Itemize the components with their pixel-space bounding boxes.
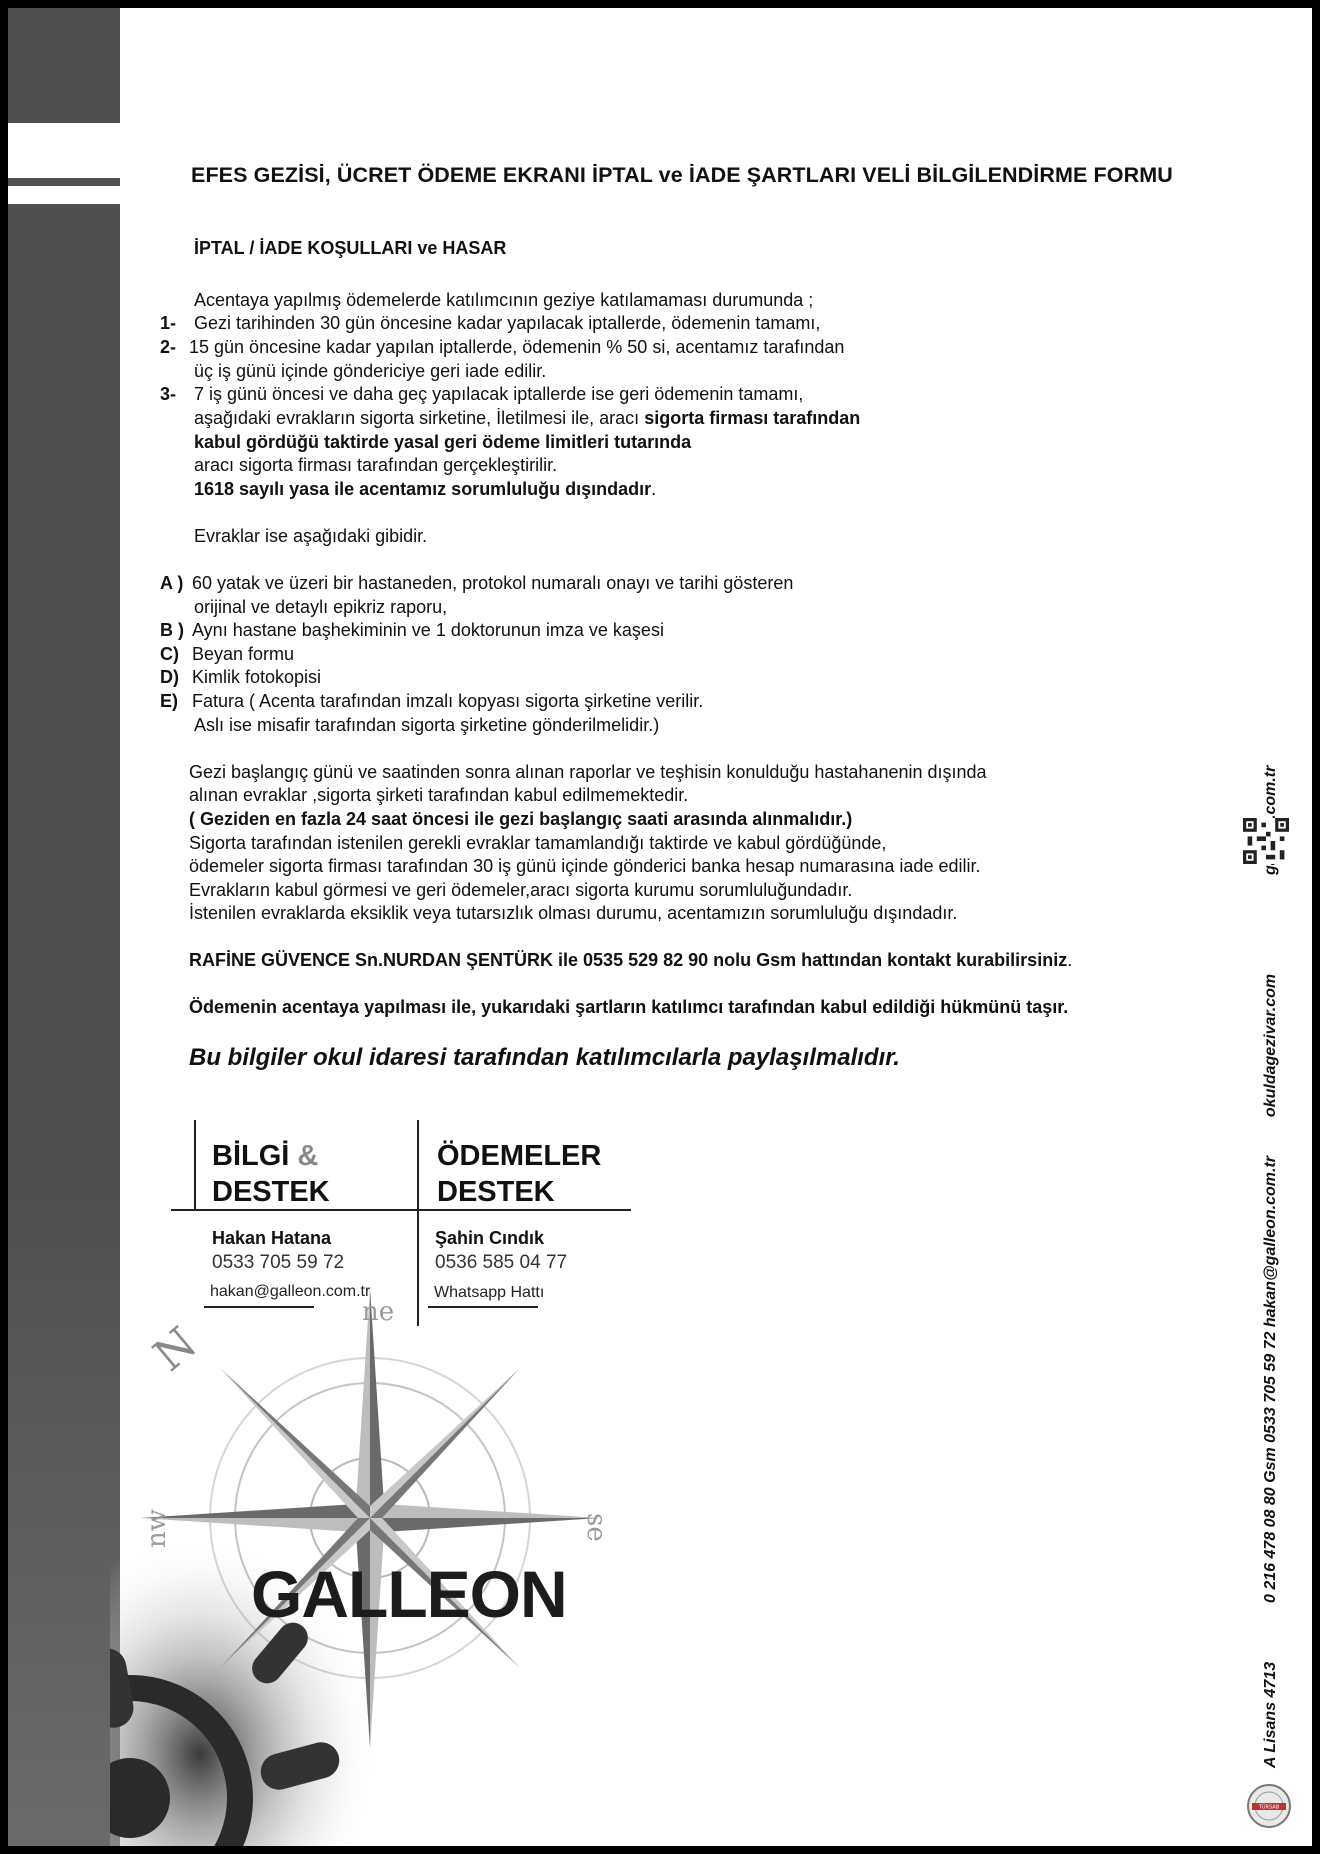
compass-label-ne: ne: [362, 1297, 395, 1327]
sidebar-phone-email: 0 216 478 08 80 Gsm 0533 705 59 72 hakan@galleon.com.tr: [1262, 1155, 1279, 1603]
contact-name: Hakan Hatana: [212, 1228, 332, 1248]
item-text: 7 iş günü öncesi ve daha geç yapılacak iptallerde ise geri ödemenin tamamı,: [194, 384, 804, 404]
document-text: Aslı ise misafir tarafından sigorta şirketine gönderilmelidir.): [194, 715, 660, 735]
document-letter: D): [160, 667, 179, 687]
contact-name: Şahin Cındık: [435, 1228, 545, 1248]
document-text: Beyan formu: [192, 644, 295, 664]
document-text: Aynı hastane başhekiminin ve 1 doktorunun imza ve kaşesi: [192, 620, 664, 640]
intro-text: Acentaya yapılmış ödemelerde katılımcının geziye katılamaması durumunda ;: [194, 290, 814, 310]
document-text: Fatura ( Acenta tarafından imzalı kopyası sigorta şirketine verilir.: [192, 691, 704, 711]
item-text-bold: sigorta firması tarafından: [644, 408, 861, 428]
contact-line-end: .: [1067, 950, 1073, 970]
item-text-part: aşağıdaki evrakların sigorta sirketine, İletilmesi ile, aracı: [194, 408, 645, 428]
contact-phone: 0533 705 59 72: [212, 1252, 345, 1273]
license-text: A Lisans 4713: [1262, 1661, 1279, 1768]
section-heading: İPTAL / İADE KOŞULLARI ve HASAR: [194, 238, 507, 258]
card-heading-word: DESTEK: [437, 1176, 555, 1208]
note-text: alınan evraklar ,sigorta şirketi tarafından kabul edilmemektedir.: [189, 785, 689, 805]
note-text: Gezi başlangıç günü ve saatinden sonra alınan raporlar ve teşhisin konulduğu hastahanenin dışında: [189, 762, 987, 782]
contact-email[interactable]: hakan@galleon.com.tr: [210, 1283, 371, 1300]
document-letter: B ): [160, 620, 184, 640]
card-heading-word: DESTEK: [212, 1176, 330, 1208]
contact-line: [189, 950, 1072, 971]
item-text: üç iş günü içinde göndericiye geri iade edilir.: [194, 361, 547, 381]
document-text: Kimlik fotokopisi: [192, 667, 322, 687]
compass-label-nw: nw: [142, 1509, 172, 1548]
item-number: 1-: [160, 313, 177, 333]
item-text: 15 gün öncesine kadar yapılan iptallerde, ödemenin % 50 si, acentamız tarafından: [189, 337, 845, 357]
documents-intro: Evraklar ise aşağıdaki gibidir.: [194, 526, 428, 546]
law-note: 1618 sayılı yasa ile acentamız sorumluluğu dışındadır: [194, 479, 652, 499]
left-band-main: [8, 204, 120, 1846]
note-text: Evrakların kabul görmesi ve geri ödemeler,aracı sigorta kurumu sorumluluğundadır.: [189, 880, 853, 900]
item-number: 2-: [160, 337, 177, 357]
closing-statement: Bu bilgiler okul idaresi tarafından katılımcılarla paylaşılmalıdır.: [189, 1044, 900, 1071]
note-text-bold: ( Geziden en fazla 24 saat öncesi ile gezi başlangıç saati arasında alınmalıdır.): [189, 809, 853, 829]
acceptance-line: Ödemenin acentaya yapılması ile, yukarıdaki şartların katılımcı tarafından kabul edildiği hükmünü taşır.: [189, 997, 1069, 1017]
card-heading: [212, 1138, 330, 1210]
compass-label-se: se: [581, 1513, 611, 1542]
item-text: aracı sigorta firması tarafından gerçekleştirilir.: [194, 455, 558, 475]
item-text-bold-line: kabul gördüğü taktirde yasal geri ödeme limitleri tutarında: [194, 432, 692, 452]
form-title: EFES GEZİSİ, ÜCRET ÖDEME EKRANI İPTAL ve İADE ŞARTLARI VELİ BİLGİLENDİRME FORMU: [191, 163, 1173, 187]
document-letter: C): [160, 644, 179, 664]
card-heading-word: BİLGİ: [212, 1140, 290, 1172]
item-text: [194, 479, 656, 500]
qr-code-icon: [1243, 818, 1289, 864]
tursab-badge-icon: [1246, 1783, 1292, 1829]
document-page: [8, 8, 1312, 1846]
galleon-logo: GALLEON: [251, 1557, 567, 1631]
card-divider: [194, 1120, 196, 1210]
item-number: 3-: [160, 384, 177, 404]
note-text: Sigorta tarafından istenilen gerekli evraklar tamamlandığı taktirde ve kabul gördüğünde,: [189, 833, 887, 853]
document-text: orijinal ve detaylı epikriz raporu,: [194, 597, 448, 617]
note-text: ödemeler sigorta firması tarafından 30 iş günü içinde gönderici banka hesap numarasına iade edilir.: [189, 856, 981, 876]
document-text: 60 yatak ve üzeri bir hastaneden, protokol numaralı onayı ve tarihi gösteren: [192, 573, 794, 593]
note-text: İstenilen evraklarda eksiklik veya tutarsızlık olması durumu, acentamızın sorumluluğu dışındadır.: [189, 903, 958, 923]
sidebar-contact-text: [1262, 766, 1280, 1768]
compass-label-n: N: [144, 1317, 207, 1382]
card-heading-word: ÖDEMELER: [437, 1140, 602, 1172]
contact-line-bold: RAFİNE GÜVENCE Sn.NURDAN ŞENTÜRK ile 0535 529 82 90 nolu Gsm hattından kontakt kurabilirsiniz: [189, 950, 1068, 970]
left-band-stripe: [8, 178, 120, 186]
card-heading: [437, 1138, 601, 1210]
left-band-top: [8, 8, 120, 123]
document-letter: A ): [160, 573, 184, 593]
card-heading-amp: &: [297, 1140, 319, 1172]
badge-label: TÜRSAB: [1258, 1804, 1280, 1811]
item-text: [194, 408, 860, 429]
law-note-end: .: [651, 479, 657, 499]
item-text: Gezi tarihinden 30 gün öncesine kadar yapılacak iptallerde, ödemenin tamamı,: [194, 313, 821, 333]
contact-phone: 0536 585 04 77: [435, 1252, 568, 1273]
contact-note: Whatsapp Hattı: [434, 1284, 545, 1301]
sidebar-website[interactable]: okuldagezivar.com: [1262, 973, 1279, 1118]
document-letter: E): [160, 691, 178, 711]
